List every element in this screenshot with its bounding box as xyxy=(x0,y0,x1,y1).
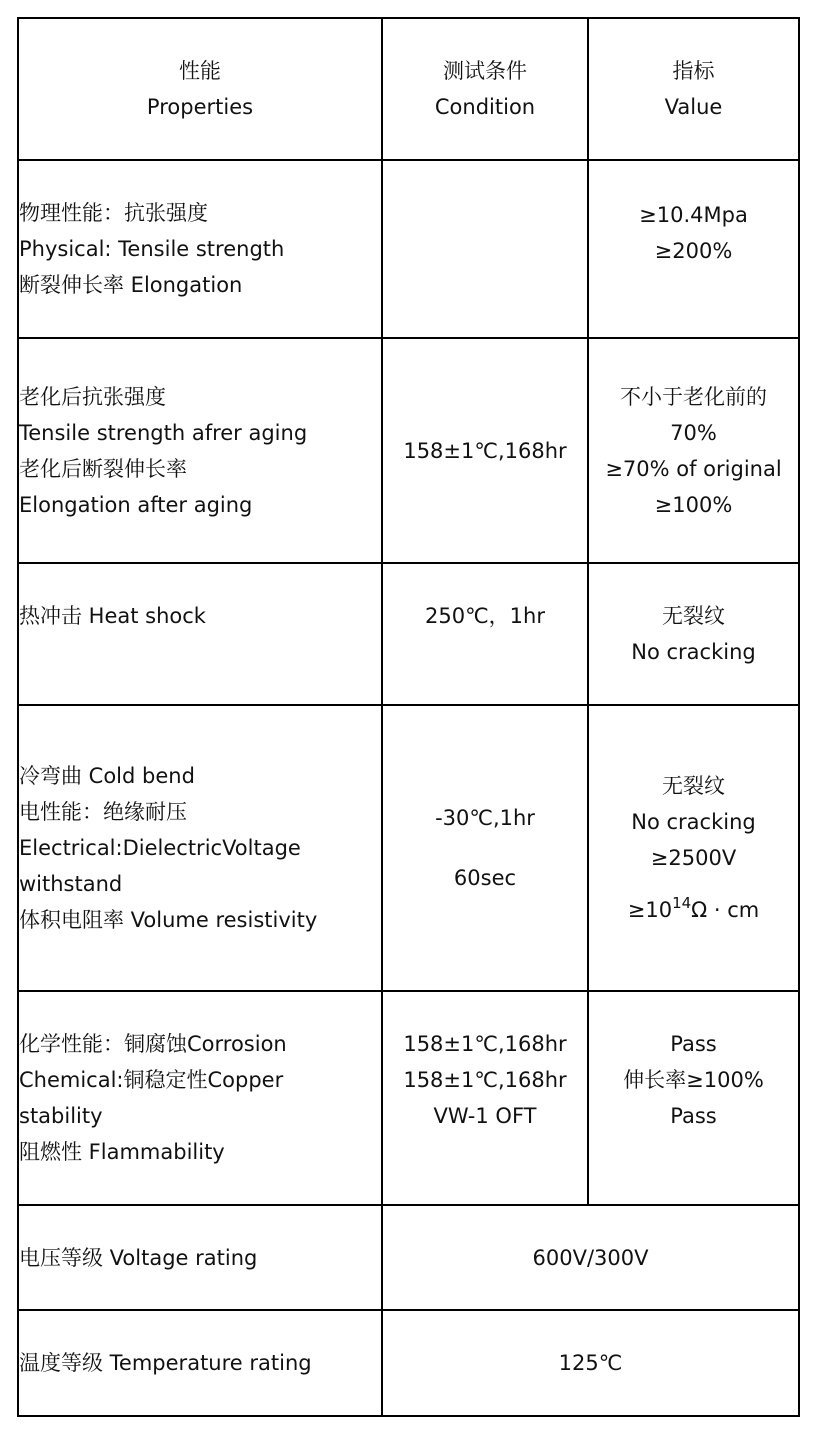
cell-text: No cracking xyxy=(631,810,756,834)
property-cell xyxy=(18,160,382,338)
cell-text: ≥10.4Mpa xyxy=(639,203,748,227)
value-cell xyxy=(588,991,799,1205)
value-cell xyxy=(588,338,799,563)
condition-cell xyxy=(382,160,588,338)
condition-cell xyxy=(382,563,588,705)
table-row xyxy=(18,705,799,991)
condition-cell xyxy=(382,991,588,1205)
table-row xyxy=(18,160,799,338)
header-condition xyxy=(382,18,588,160)
header-row xyxy=(18,18,799,160)
cell-text: Pass xyxy=(670,1032,717,1056)
property-cell xyxy=(18,1205,382,1310)
cell-text: 断裂伸长率 Elongation xyxy=(19,273,243,297)
value-cell xyxy=(588,563,799,705)
cell-text: Tensile strength afrer aging xyxy=(19,420,308,445)
cell-text: 158±1℃,168hr xyxy=(403,1032,567,1056)
rating-value-cell xyxy=(382,1205,799,1310)
cell-text: 冷弯曲 Cold bend xyxy=(19,764,195,788)
cell-text: 电压等级 Voltage rating xyxy=(19,1245,258,1270)
condition-cell xyxy=(382,338,588,563)
voltage-rating-row xyxy=(18,1205,799,1310)
cell-text: Physical: Tensile strength xyxy=(19,237,285,261)
condition-cell xyxy=(382,705,588,991)
cell-text: Chemical:铜稳定性Copper stability xyxy=(19,1068,284,1128)
value-cell xyxy=(588,705,799,991)
cell-text: 无裂纹 xyxy=(662,604,725,628)
property-cell xyxy=(18,705,382,991)
header-value xyxy=(588,18,799,160)
cell-text: 阻燃性 Flammability xyxy=(19,1140,225,1164)
property-cell xyxy=(18,338,382,563)
header-text: Properties xyxy=(146,95,254,119)
rating-value-cell xyxy=(382,1310,799,1416)
cell-text: 物理性能：抗张强度 xyxy=(19,201,208,225)
cell-text: 电性能：绝缘耐压 xyxy=(19,800,187,824)
cell-text: ≥70% of original xyxy=(605,456,782,481)
header-text: Value xyxy=(664,95,723,119)
cell-text: 70% xyxy=(670,420,717,445)
cell-text: 体积电阻率 Volume resistivity xyxy=(19,908,318,932)
cell-text: -30℃,1hr xyxy=(435,806,535,830)
header-properties xyxy=(18,18,382,160)
cell-text: Elongation after aging xyxy=(19,492,253,517)
cell-text: 温度等级 Temperature rating xyxy=(19,1351,312,1375)
cell-text: 158±1℃,168hr xyxy=(403,438,567,463)
table-row xyxy=(18,991,799,1205)
cell-text: VW-1 OFT xyxy=(433,1104,537,1128)
resistivity-value xyxy=(589,892,798,928)
cell-text: 不小于老化前的 xyxy=(620,384,767,409)
property-cell xyxy=(18,1310,382,1416)
resistivity-prefix: ≥10 xyxy=(627,898,673,922)
cell-text: 600V/300V xyxy=(532,1245,649,1270)
cell-text: 无裂纹 xyxy=(662,774,725,798)
cell-text: 化学性能：铜腐蚀Corrosion xyxy=(19,1032,287,1056)
resistivity-exponent: 14 xyxy=(672,894,692,912)
table-row xyxy=(18,338,799,563)
spacer xyxy=(383,836,587,860)
cell-text: 125℃ xyxy=(558,1351,623,1375)
temperature-rating-row xyxy=(18,1310,799,1416)
cell-text: ≥200% xyxy=(654,239,733,263)
cell-text: ≥2500V xyxy=(650,846,737,870)
cell-text: 老化后断裂伸长率 xyxy=(19,456,187,481)
header-text: 指标 xyxy=(672,59,715,83)
header-text: 测试条件 xyxy=(443,59,527,83)
header-text: 性能 xyxy=(179,59,221,83)
cell-text: 老化后抗张强度 xyxy=(19,384,166,409)
specification-table xyxy=(17,17,800,1417)
cell-text: 158±1℃,168hr xyxy=(403,1068,567,1092)
cell-text: Pass xyxy=(670,1104,717,1128)
value-cell xyxy=(588,160,799,338)
property-cell xyxy=(18,563,382,705)
cell-text: Electrical:DielectricVoltage withstand xyxy=(19,836,301,896)
cell-text: 伸长率≥100% xyxy=(623,1068,764,1092)
cell-text: 250℃，1hr xyxy=(425,604,545,628)
cell-text: 热冲击 Heat shock xyxy=(19,604,206,628)
header-text: Condition xyxy=(434,95,536,119)
resistivity-unit: Ω · cm xyxy=(691,898,760,922)
cell-text: No cracking xyxy=(631,640,756,664)
table-row xyxy=(18,563,799,705)
cell-text: 60sec xyxy=(453,866,517,890)
property-cell xyxy=(18,991,382,1205)
cell-text: ≥100% xyxy=(654,492,733,517)
